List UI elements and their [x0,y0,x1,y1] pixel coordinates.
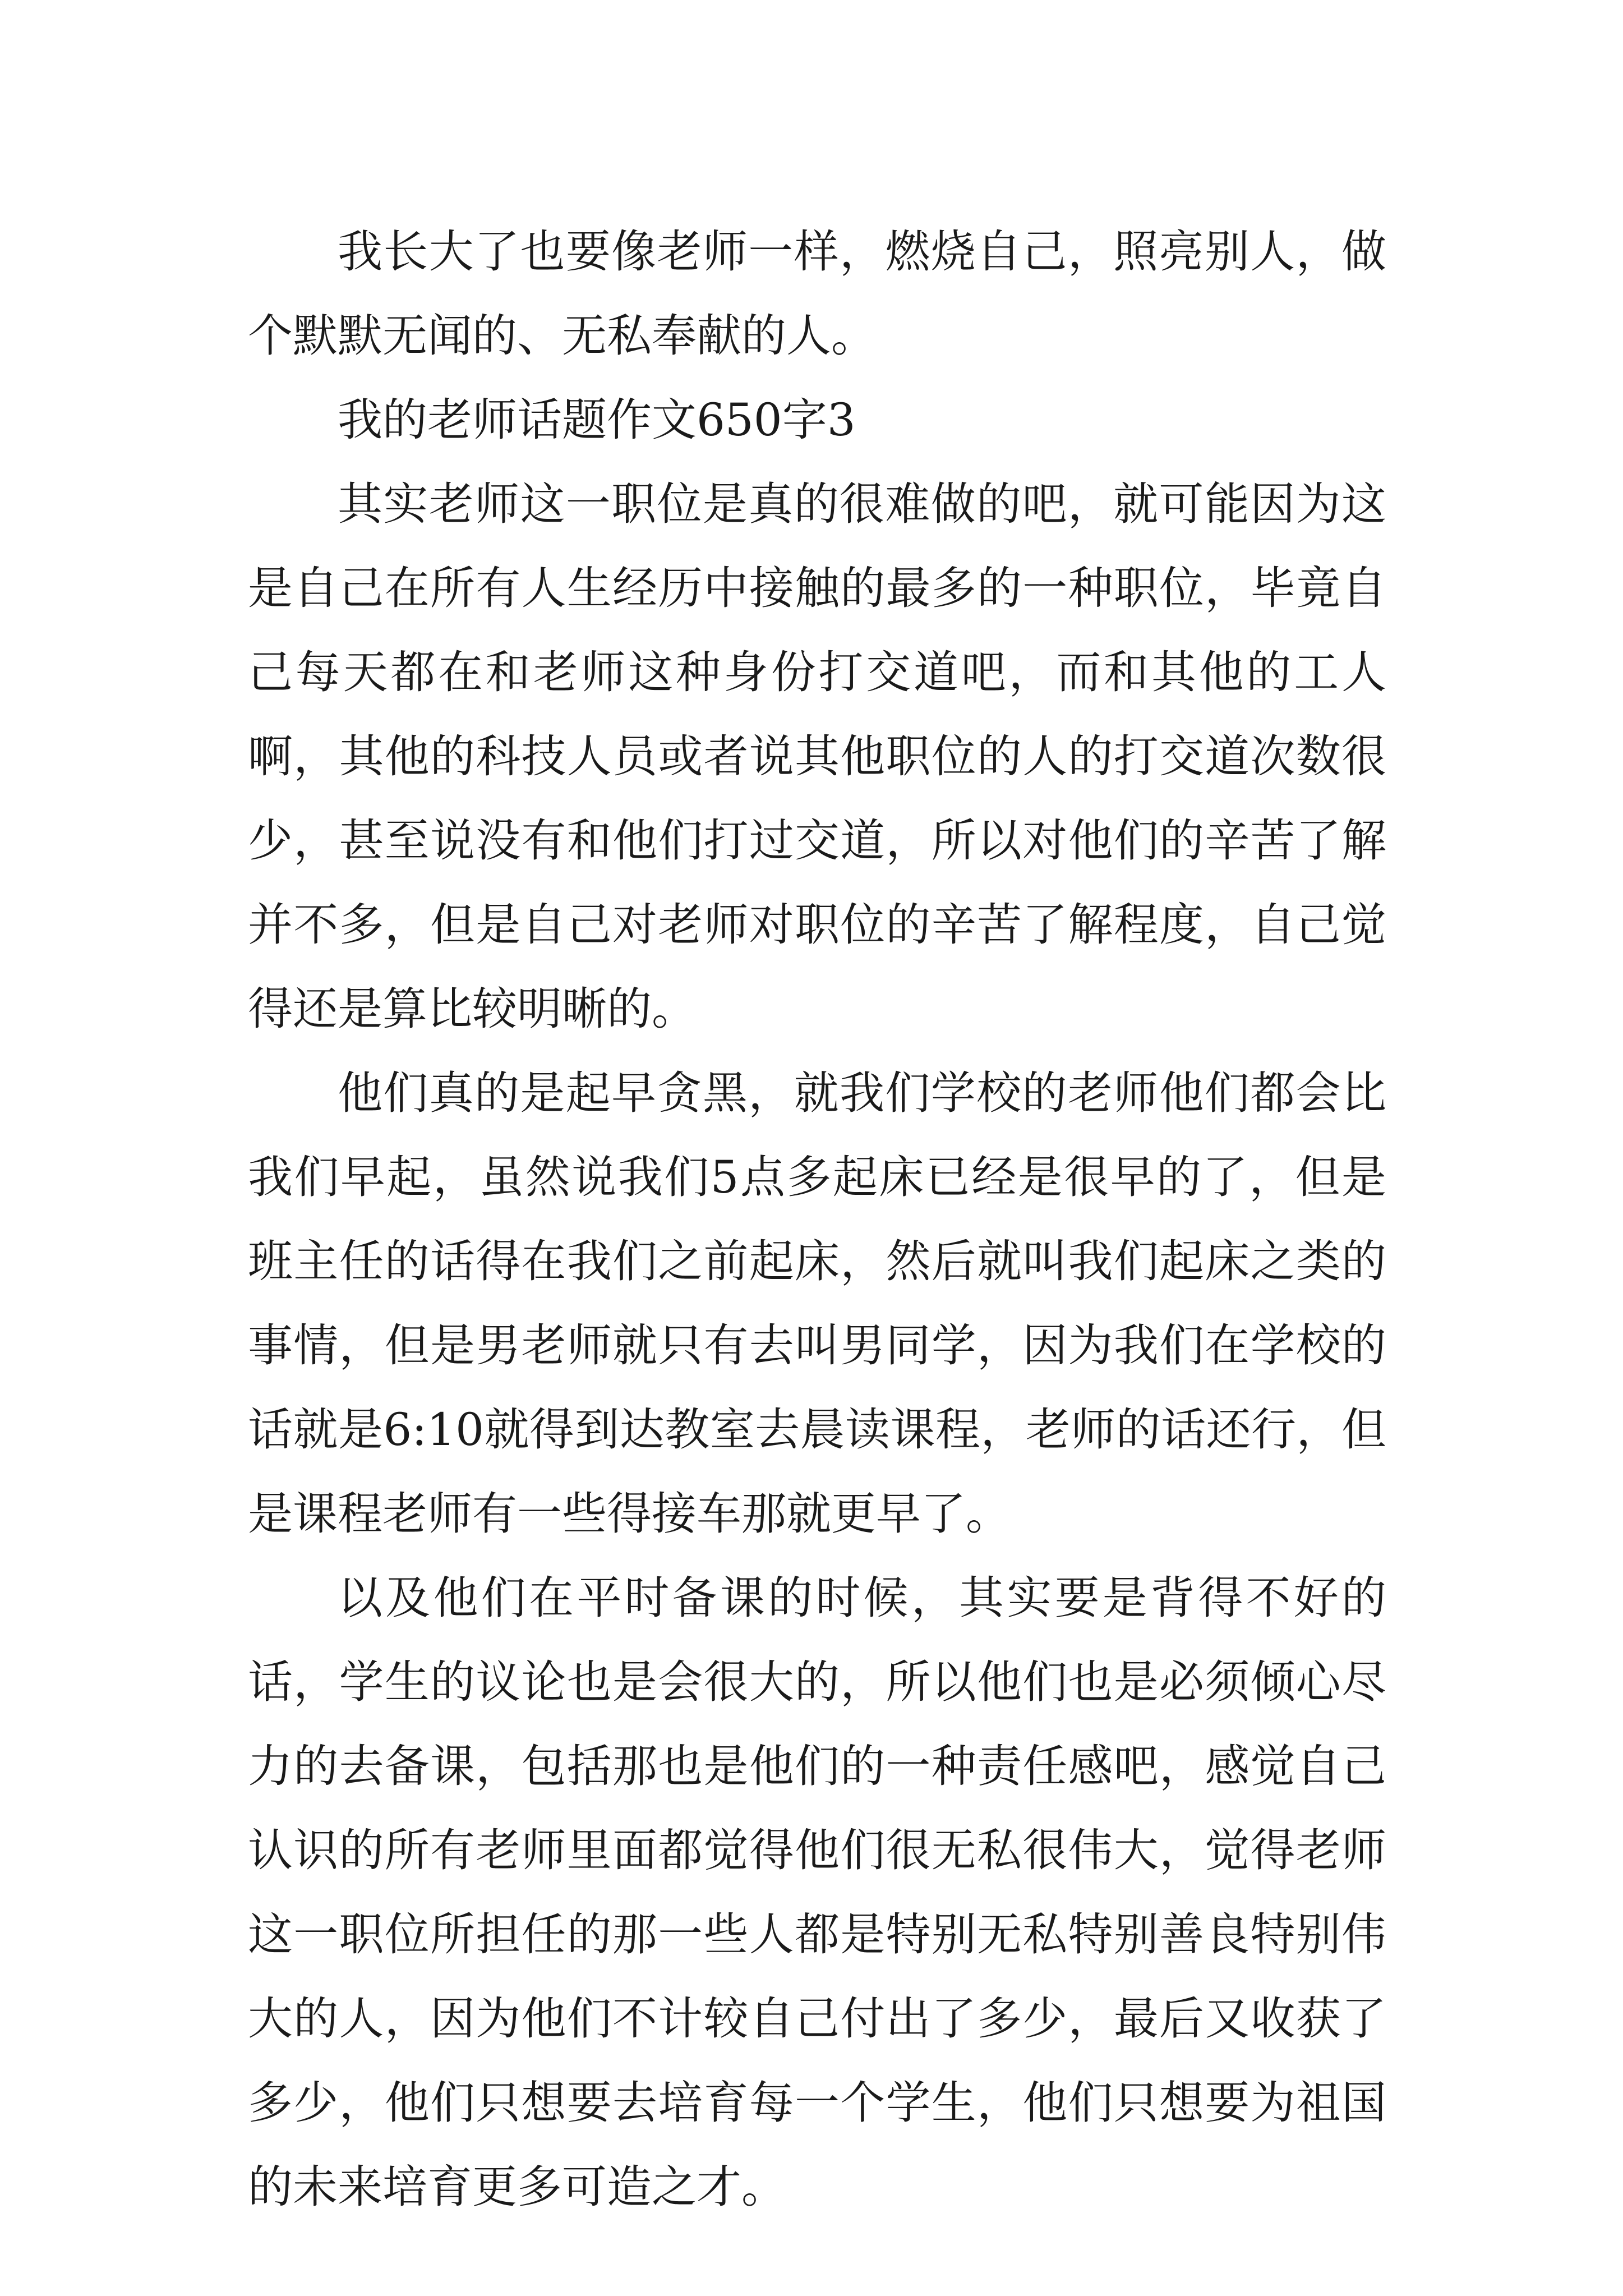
essay-heading: 我的老师话题作文650字3 [338,394,856,446]
paragraph-2: 他们真的是起早贪黑，就我们学校的老师他们都会比我们早起，虽然说我们5点多起床已经是很早的了，但是班主任的话得在我们之前起床，然后就叫我们起床之类的事情，但是男老师就只有去叫男同学，因为我们在学校的话就是6:10就得到达教室去晨读课程，老师的话还行，但是课程老师有一些得接车那就更早了。 [248,1067,1386,1540]
paragraph-3: 以及他们在平时备课的时候，其实要是背得不好的话，学生的议论也是会很大的，所以他们也是必须倾心尽力的去备课，包括那也是他们的一种责任感吧，感觉自己认识的所有老师里面都觉得他们很无私很伟大，觉得老师这一职位所担任的那一些人都是特别无私特别善良特别伟大的人，因为他们不计较自己付出了多少，最后又收获了多少，他们只想要去培育每一个学生，他们只想要为祖国的未来培育更多可造之才。 [248,1572,1386,2213]
document-body [248,210,1386,2229]
paragraph-1: 其实老师这一职位是真的很难做的吧，就可能因为这是自己在所有人生经历中接触的最多的一种职位，毕竟自己每天都在和老师这种身份打交道吧，而和其他的工人啊，其他的科技人员或者说其他职位的人的打交道次数很少，甚至说没有和他们打过交道，所以对他们的辛苦了解并不多，但是自己对老师对职位的辛苦了解程度，自己觉得还是算比较明晰的。 [248,478,1386,1035]
paragraph-closing: 我长大了也要像老师一样，燃烧自己，照亮别人，做个默默无闻的、无私奉献的人。 [248,226,1386,362]
